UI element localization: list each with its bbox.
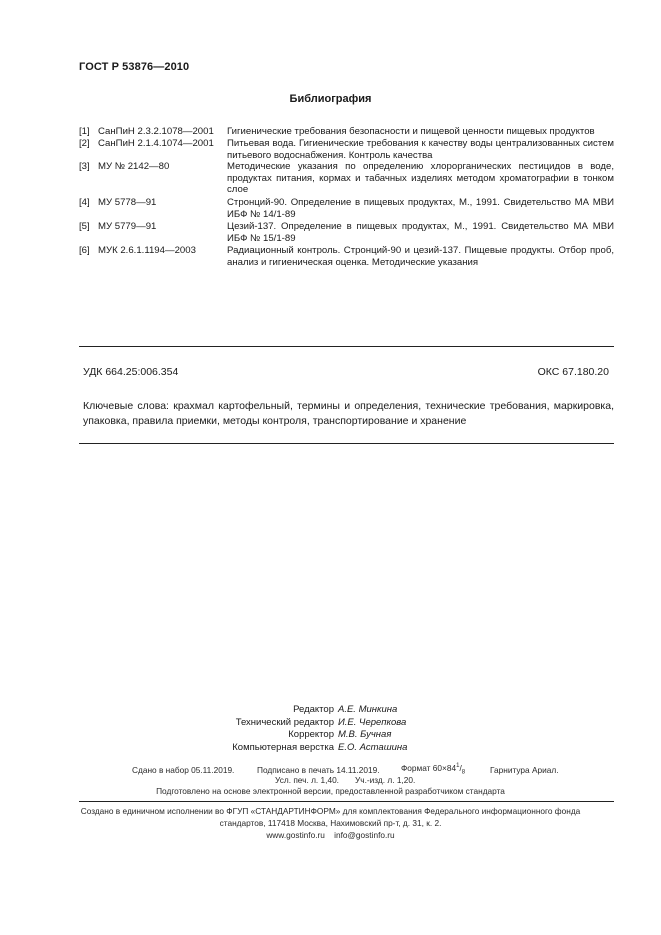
bib-reference: МУ 5778—91 xyxy=(98,197,157,208)
bib-text: Стронций-90. Определение в пищевых продуктах, М., 1991. Свидетельство МА МВИ ИБФ № 14/1-89 xyxy=(227,197,614,220)
imprint-created: Создано в единичном исполнении во ФГУП «СТАНДАРТИНФОРМ» для комплектования Федерального информационного фонда xyxy=(80,806,581,816)
bib-number: [2] xyxy=(79,138,90,149)
udk-code: УДК 664.25:006.354 xyxy=(83,366,179,378)
credit-role: Компьютерная верстка xyxy=(232,741,334,753)
bib-number: [4] xyxy=(79,197,90,208)
bib-reference: МУ 5779—91 xyxy=(98,221,157,232)
imprint-prepared: Подготовлено на основе электронной версии, предоставленной разработчиком стандарта xyxy=(156,786,505,796)
imprint-signed: Подписано в печать 14.11.2019. xyxy=(257,765,380,775)
credit-row xyxy=(0,704,661,717)
bib-number: [6] xyxy=(79,245,90,256)
standard-code: ГОСТ Р 53876—2010 xyxy=(79,61,190,73)
credits-block xyxy=(0,704,661,754)
bibliography-item xyxy=(79,221,614,244)
bib-text: Методические указания по определению хлорорганических пестицидов в воде, продуктах питания, кормах и табачных изделиях методом хроматографии в тонком слое xyxy=(227,161,614,196)
bib-reference: СанПиН 2.1.4.1074—2001 xyxy=(98,138,214,149)
website-link[interactable]: www.gostinfo.ru xyxy=(266,830,325,840)
imprint-contacts xyxy=(0,830,661,840)
credit-name: М.В. Бучная xyxy=(338,729,392,740)
format-label: Формат 60×84 xyxy=(401,763,457,773)
credit-role: Корректор xyxy=(288,729,334,740)
bibliography-item xyxy=(79,126,614,138)
imprint-font: Гарнитура Ариал. xyxy=(490,765,559,775)
bib-text: Цезий-137. Определение в пищевых продуктах, М., 1991. Свидетельство МА МВИ ИБФ № 15/1-89 xyxy=(227,221,614,244)
email-link[interactable]: info@gostinfo.ru xyxy=(334,830,395,840)
imprint-publisher-sheets: Уч.-изд. л. 1,20. xyxy=(355,775,416,785)
imprint-address: стандартов, 117418 Москва, Нахимовский пр-т, д. 31, к. 2. xyxy=(219,818,442,828)
credit-name: А.Е. Минкина xyxy=(338,704,398,715)
divider xyxy=(79,801,614,802)
bib-number: [1] xyxy=(79,126,90,137)
credit-row xyxy=(0,717,661,730)
credit-name: Е.О. Асташина xyxy=(338,741,408,753)
format-denominator: 8 xyxy=(461,769,466,776)
credit-row xyxy=(0,729,661,742)
format-numerator: 1 xyxy=(456,763,460,770)
oks-code: ОКС 67.180.20 xyxy=(537,366,609,378)
bibliography-item xyxy=(79,161,614,196)
credit-row xyxy=(0,742,661,755)
bib-reference: МУК 2.6.1.1194—2003 xyxy=(98,245,196,256)
divider xyxy=(79,346,614,347)
imprint-print-sheets: Усл. печ. л. 1,40. xyxy=(275,775,339,785)
bibliography-item xyxy=(79,138,614,161)
divider xyxy=(79,443,614,444)
bib-text: Питьевая вода. Гигиенические требования к качеству воды централизованных систем питьевого водоснабжения. Контроль качества xyxy=(227,138,614,161)
bibliography-item xyxy=(79,197,614,220)
bib-reference: МУ № 2142—80 xyxy=(98,161,170,172)
bib-reference: СанПиН 2.3.2.1078—2001 xyxy=(98,126,214,137)
keywords: Ключевые слова: крахмал картофельный, термины и определения, технические требования, маркировка, упаковка, правила приемки, методы контроля, транспортирование и хранение xyxy=(83,400,614,427)
imprint-submitted: Сдано в набор 05.11.2019. xyxy=(132,765,235,775)
credit-role: Технический редактор xyxy=(235,716,334,728)
credit-role: Редактор xyxy=(293,704,334,715)
credit-name: И.Е. Черепкова xyxy=(338,716,407,728)
bibliography-item xyxy=(79,245,614,268)
bib-number: [3] xyxy=(79,161,90,172)
bib-number: [5] xyxy=(79,221,90,232)
bib-text: Гигиенические требования безопасности и пищевой ценности пищевых продуктов xyxy=(227,126,595,137)
imprint-format: Формат $60\times 84^1/_8$ xyxy=(401,763,466,776)
bibliography-title: Библиография xyxy=(289,93,372,105)
bib-text: Радиационный контроль. Стронций-90 и цезий-137. Пищевые продукты. Отбор проб, анализ и гигиеническая оценка. Методические указания xyxy=(227,245,614,268)
